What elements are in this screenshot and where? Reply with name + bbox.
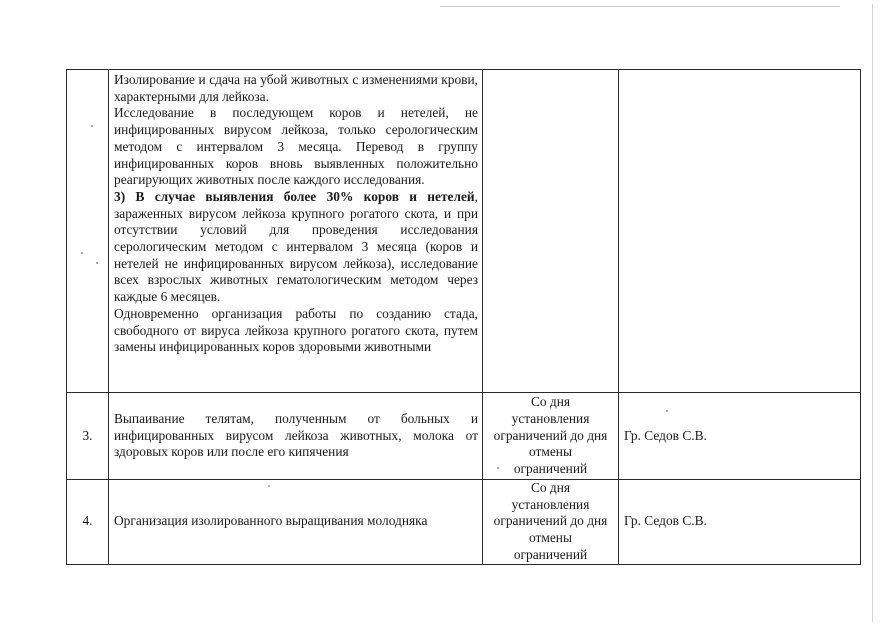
- measures-table: [66, 69, 861, 565]
- term-cell: [483, 70, 619, 393]
- scan-edge-top: [440, 6, 840, 7]
- term-line: отмены: [529, 444, 572, 460]
- measure-cell: [109, 70, 483, 393]
- term-line: установления: [511, 410, 590, 426]
- term-line: ограничений: [513, 461, 588, 477]
- table-row: [67, 393, 861, 480]
- responsible-cell: Гр. Седов С.В.: [619, 393, 861, 480]
- term-line: отмены: [529, 530, 572, 546]
- term-line: ограничений до дня: [493, 513, 608, 529]
- measure-paragraph: Одновременно организация работы по созданию стада, свободного от вируса лейкоза крупного рогатого скота, путем замены инфицированных коров здоровыми животными: [114, 305, 478, 355]
- term-line: Со дня: [530, 480, 571, 495]
- measure-cell: Выпаивание телятам, полученным от больных и инфицированных вирусом лейкоза животных, молока от здоровых коров или после его кипячения: [109, 393, 483, 480]
- table-row: [67, 480, 861, 565]
- row-number-cell: 3.: [67, 393, 109, 480]
- term-line: ограничений: [513, 546, 588, 562]
- term-cell: [483, 393, 619, 480]
- responsible-cell: Гр. Седов С.В.: [619, 480, 861, 565]
- term-line: ограничений до дня: [493, 427, 608, 443]
- term-line: Со дня: [530, 394, 571, 410]
- table-row: [67, 70, 861, 393]
- row-number-cell: [67, 70, 109, 393]
- item-3-text: , зараженных вирусом лейкоза крупного рогатого скота, и при отсутствии условий для проведения исследования серологическим методом с интервалом 3 месяца (коров и нетелей не инфицированных вирусом лейкоза), исследование всех взрослых животных гематологическим методом через каждые 6 месяцев.: [114, 188, 478, 305]
- measure-paragraph-item-3: [114, 189, 478, 306]
- measure-cell: Организация изолированного выращивания молодняка: [109, 480, 483, 565]
- measure-paragraph: Исследование в последующем коров и нетелей, не инфицированных вирусом лейкоза, только серологическим методом с интервалом 3 месяца. Перевод в группу инфицированных коров вновь выявленных положительно реагирующих животных после каждого исследования.: [114, 105, 478, 188]
- measure-paragraph: Изолирование и сдача на убой животных с изменениями крови, характерными для лейкоза.: [114, 72, 478, 104]
- row-number-cell: 4.: [67, 480, 109, 565]
- scan-edge-right: [872, 4, 873, 622]
- term-line: установления: [511, 496, 590, 512]
- item-3-heading: 3) В случае выявления более 30% коров и нетелей: [114, 188, 475, 204]
- responsible-cell: [619, 70, 861, 393]
- term-cell: [483, 480, 619, 565]
